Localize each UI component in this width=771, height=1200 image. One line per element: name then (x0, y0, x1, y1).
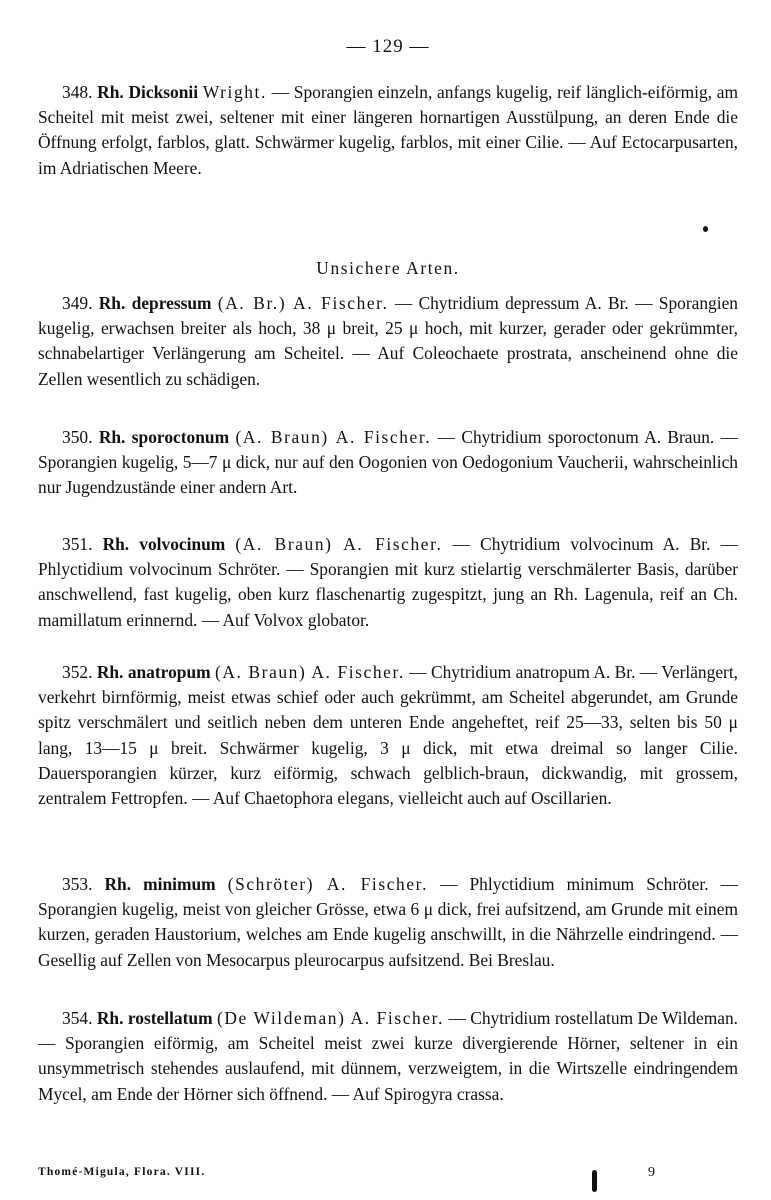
entry-number: 351. (62, 534, 93, 554)
ink-speck (592, 1170, 597, 1192)
book-citation: Thomé-Migula, Flora. VIII. (38, 1166, 206, 1178)
entry-351 (38, 532, 738, 633)
entry-description: — Chytridium sporoctonum A. Braun. — Sporangien kugelig, 5—7 μ dick, nur auf den Oogonien von Oedogonium Vaucherii, wahrscheinlich nur Jugendzustände einer andern Art. (38, 427, 738, 498)
entry-description: — Phlyctidium minimum Schröter. — Sporangien kugelig, meist von gleicher Grösse, etwa 6 μ dick, frei aufsitzend, am Grunde mit einem kurzen, geraden Haustorium, welches am Ende kugelig anschwillt, in die Nährzelle eindringend. — Gesellig auf Zellen von Mesocarpus pleurocarpus aufsitzend. Bei Breslau. (38, 874, 739, 970)
entry-description: — Chytridium rostellatum De Wildeman. — Sporangien eiförmig, am Scheitel meist zwei kurze divergierende Hörner, seltener in ein unsymmetrisch stehendes auslaufend, mit dünnem, verzweigtem, in die Wirtszelle eindringendem Mycel, am Ende der Hörner sich öffnend. — Auf Spirogyra crassa. (38, 1008, 738, 1104)
entry-number: 352. (62, 662, 93, 682)
footer (38, 1166, 738, 1178)
entry-348 (38, 80, 738, 181)
entry-349 (38, 291, 738, 392)
species-name: depressum (131, 293, 212, 313)
genus-abbrev: Rh. (96, 662, 124, 682)
author-citation: (A. Braun) A. Fischer. (235, 534, 443, 554)
entry-description: — Sporangien einzeln, anfangs kugelig, reif länglich-eiförmig, am Scheitel mit meist zwei, seltener mit einer längeren hornartigen Ausstülpung, an deren Ende die Öffnung erfolgt, farblos, glatt. Schwärmer kugelig, farblos, mit einer Cilie. — Auf Ectocarpusarten, im Adriatischen Meere. (38, 82, 738, 178)
entry-number: 354. (62, 1008, 93, 1028)
author-citation: (A. Braun) A. Fischer. (215, 662, 405, 682)
species-name: volvocinum (139, 534, 226, 554)
author-citation: (Schröter) A. Fischer. (227, 874, 429, 894)
author-citation: (A. Braun) A. Fischer. (235, 427, 432, 447)
entry-number: 348. (62, 82, 93, 102)
species-name: minimum (143, 874, 216, 894)
genus-abbrev: Rh. (102, 534, 130, 554)
entry-description: — Chytridium anatropum A. Br. — Verlängert, verkehrt birnförmig, meist etwas schief oder auch gekrümmt, am Scheitel abgerundet, am Grunde spitz verschmälert und seitlich neben dem unteren Ende angeheftet, reif 25—33, selten bis 50 μ lang, 13—15 μ breit. Schwärmer kugelig, 3 μ dick, mit etwa dreimal so langer Cilie. Dauersporangien kürzer, kurz eiförmig, schwach gelblich-braun, dickwandig, mit grossem, zentralem Fettropfen. — Auf Chaetophora elegans, vielleicht auch auf Oscillarien. (38, 662, 739, 809)
genus-abbrev: Rh. (96, 1008, 124, 1028)
genus-abbrev: Rh. (98, 427, 126, 447)
entry-number: 349. (62, 293, 93, 313)
species-name: sporoctonum (131, 427, 230, 447)
entry-352 (38, 660, 738, 811)
author-citation: (A. Br.) A. Fischer. (217, 293, 389, 313)
species-name: rostellatum (127, 1008, 213, 1028)
genus-abbrev: Rh. (104, 874, 132, 894)
entry-number: 350. (62, 427, 93, 447)
ink-speck (703, 226, 708, 232)
author-citation: (De Wildeman) A. Fischer. (216, 1008, 445, 1028)
entry-350 (38, 425, 738, 501)
entry-description: — Chytridium volvocinum A. Br. — Phlyctidium volvocinum Schröter. — Sporangien mit kurz stielartig verschmälerter Basis, darüber anschwellend, fast kugelig, oben kurz flaschenartig zugespitzt, jung an Rh. Lagenula, reif an Ch. mamillatum erinnernd. — Auf Volvox globator. (38, 534, 738, 630)
genus-abbrev: Rh. (97, 82, 124, 102)
signature-mark: 9 (648, 1165, 657, 1180)
species-name: anatropum (127, 662, 211, 682)
entry-description: — Chytridium depressum A. Br. — Sporangien kugelig, erwachsen breiter als hoch, 38 μ breit, 25 μ hoch, mit kurzer, gerader oder gekrümmter, schnabelartiger Verlängerung am Scheitel. — Auf Coleochaete prostrata, anscheinend ohne die Zellen wesentlich zu schädigen. (38, 293, 738, 389)
entry-354 (38, 1006, 738, 1107)
document-page (38, 0, 738, 1200)
page-number: — 129 — (346, 36, 430, 57)
section-title: Unsichere Arten. (316, 258, 460, 278)
entry-353 (38, 872, 738, 973)
genus-abbrev: Rh. (98, 293, 126, 313)
species-name: Dicksonii (128, 82, 199, 102)
entry-number: 353. (62, 874, 93, 894)
author-citation: Wright. (202, 82, 267, 102)
